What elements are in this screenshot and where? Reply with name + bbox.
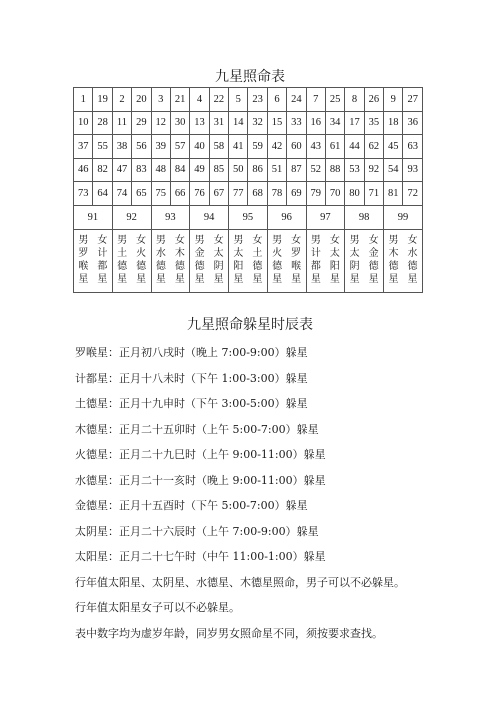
age-cell: 12	[151, 111, 170, 135]
age-cell: 60	[287, 135, 306, 159]
age-cell: 8	[345, 88, 364, 112]
star-char: 星	[272, 273, 283, 285]
age-cell: 85	[209, 158, 228, 182]
age-cell: 56	[132, 135, 151, 159]
age-cell: 92	[364, 158, 383, 182]
age-cell: 50	[229, 158, 248, 182]
star-char: 星	[136, 273, 147, 285]
male-star-label	[233, 234, 243, 286]
age-cell: 80	[345, 182, 364, 206]
age-cell: 58	[209, 135, 228, 159]
age-header-cell: 95	[229, 205, 268, 229]
star-char: 女	[368, 234, 379, 246]
age-cell: 47	[112, 158, 131, 182]
star-char: 男	[117, 234, 128, 246]
age-cell: 86	[248, 158, 267, 182]
star-char: 德	[252, 260, 263, 272]
age-cell: 55	[93, 135, 112, 159]
age-cell: 66	[170, 182, 189, 206]
star-char: 太	[329, 247, 340, 259]
star-char: 阴	[349, 260, 360, 272]
age-cell: 78	[267, 182, 286, 206]
age-cell: 82	[93, 158, 112, 182]
male-star-label	[117, 234, 127, 286]
age-cell: 18	[384, 111, 403, 135]
star-char: 德	[272, 260, 283, 272]
star-cell	[74, 229, 113, 292]
age-cell: 63	[403, 135, 423, 159]
age-cell: 59	[248, 135, 267, 159]
age-cell: 52	[306, 158, 325, 182]
star-char: 太	[349, 247, 360, 259]
star-char: 阳	[329, 260, 340, 272]
age-cell: 27	[403, 88, 423, 112]
star-char: 星	[407, 273, 418, 285]
age-cell: 42	[267, 135, 286, 159]
star-char: 土	[252, 247, 263, 259]
age-cell: 14	[229, 111, 248, 135]
age-cell: 61	[325, 135, 344, 159]
star-char: 德	[388, 260, 399, 272]
schedule-title: 九星照命躲星时辰表	[187, 317, 313, 333]
age-cell: 24	[287, 88, 306, 112]
star-char: 德	[174, 260, 185, 272]
schedule-line: 金德星：正月十五酉时（下午 5:00-7:00）躲星	[75, 499, 308, 512]
age-cell: 21	[170, 88, 189, 112]
schedule-line: 水德星：正月二十一亥时（晚上 9:00-11:00）躲星	[75, 473, 326, 487]
age-header-row	[74, 205, 423, 229]
star-char: 金	[194, 247, 205, 259]
age-cell: 17	[345, 111, 364, 135]
age-cell: 3	[151, 88, 170, 112]
age-cell: 62	[364, 135, 383, 159]
age-cell: 65	[132, 182, 151, 206]
age-cell: 4	[190, 88, 209, 112]
age-cell: 39	[151, 135, 170, 159]
table-title: 九星照命表	[215, 69, 285, 85]
star-cell	[151, 229, 190, 292]
age-cell: 87	[287, 158, 306, 182]
star-char: 女	[329, 234, 340, 246]
star-char: 木	[174, 247, 185, 259]
male-star-label	[311, 234, 321, 286]
male-star-label	[389, 234, 399, 286]
age-cell: 75	[151, 182, 170, 206]
age-cell: 34	[325, 111, 344, 135]
star-cell	[384, 229, 423, 292]
age-cell: 53	[345, 158, 364, 182]
star-char: 星	[252, 273, 263, 285]
star-char: 星	[329, 273, 340, 285]
star-char: 星	[310, 273, 321, 285]
age-cell: 23	[248, 88, 267, 112]
age-cell: 79	[306, 182, 325, 206]
female-star-label	[214, 234, 224, 286]
age-cell: 45	[384, 135, 403, 159]
age-number-row	[74, 135, 423, 159]
star-cell	[267, 229, 306, 292]
star-cell	[345, 229, 384, 292]
schedule-line: 行年值太阳星、太阴星、水德星、木德星照命，男子可以不必躲星。	[75, 575, 405, 589]
star-char: 女	[407, 234, 418, 246]
age-cell: 44	[345, 135, 364, 159]
star-char: 男	[155, 234, 166, 246]
age-cell: 41	[229, 135, 248, 159]
age-cell: 32	[248, 111, 267, 135]
star-char: 德	[368, 260, 379, 272]
age-cell: 26	[364, 88, 383, 112]
age-cell: 40	[190, 135, 209, 159]
star-char: 喉	[78, 260, 89, 272]
star-char: 星	[194, 273, 205, 285]
star-row	[74, 229, 423, 292]
star-cell	[306, 229, 345, 292]
star-char: 德	[194, 260, 205, 272]
star-char: 男	[233, 234, 244, 246]
age-cell: 93	[403, 158, 423, 182]
star-char: 火	[136, 247, 147, 259]
star-char: 德	[155, 260, 166, 272]
age-cell: 20	[132, 88, 151, 112]
schedule-line: 太阴星：正月二十六辰时（上午 7:00-9:00）躲星	[75, 524, 319, 538]
age-cell: 9	[384, 88, 403, 112]
star-cell	[190, 229, 229, 292]
female-star-label	[252, 234, 262, 286]
age-cell: 11	[112, 111, 131, 135]
star-char: 星	[213, 273, 224, 285]
nine-star-table	[73, 87, 423, 293]
age-cell: 35	[364, 111, 383, 135]
star-char: 木	[388, 247, 399, 259]
star-char: 火	[272, 247, 283, 259]
age-header-cell: 96	[267, 205, 306, 229]
male-star-label	[195, 234, 205, 286]
star-char: 星	[368, 273, 379, 285]
age-header-cell: 94	[190, 205, 229, 229]
schedule-line: 太阳星：正月二十七午时（中午 11:00-1:00）躲星	[75, 550, 326, 563]
age-cell: 28	[93, 111, 112, 135]
star-char: 星	[291, 273, 302, 285]
age-cell: 83	[132, 158, 151, 182]
age-number-row	[74, 88, 423, 112]
star-char: 男	[349, 234, 360, 246]
star-char: 女	[174, 234, 185, 246]
schedule-line: 土德星：正月十九申时（下午 3:00-5:00）躲星	[75, 397, 308, 410]
star-char: 喉	[291, 260, 302, 272]
male-star-label	[78, 234, 88, 286]
age-cell: 67	[209, 182, 228, 206]
schedule-list	[75, 340, 495, 646]
male-star-label	[156, 234, 166, 286]
age-cell: 77	[229, 182, 248, 206]
age-cell: 69	[287, 182, 306, 206]
age-header-cell: 98	[345, 205, 384, 229]
age-cell: 70	[325, 182, 344, 206]
age-cell: 71	[364, 182, 383, 206]
age-cell: 15	[267, 111, 286, 135]
star-char: 星	[155, 273, 166, 285]
age-cell: 68	[248, 182, 267, 206]
age-cell: 25	[325, 88, 344, 112]
star-char: 罗	[78, 247, 89, 259]
age-header-cell: 92	[112, 205, 151, 229]
age-cell: 49	[190, 158, 209, 182]
age-cell: 43	[306, 135, 325, 159]
age-cell: 31	[209, 111, 228, 135]
star-char: 女	[291, 234, 302, 246]
age-cell: 22	[209, 88, 228, 112]
age-number-row	[74, 182, 423, 206]
star-char: 计	[310, 247, 321, 259]
star-char: 女	[136, 234, 147, 246]
age-cell: 88	[325, 158, 344, 182]
age-cell: 48	[151, 158, 170, 182]
age-cell: 30	[170, 111, 189, 135]
age-number-row	[74, 111, 423, 135]
star-char: 计	[97, 247, 108, 259]
star-char: 德	[136, 260, 147, 272]
age-cell: 33	[287, 111, 306, 135]
star-char: 男	[78, 234, 89, 246]
female-star-label	[136, 234, 146, 286]
female-star-label	[408, 234, 418, 286]
age-cell: 13	[190, 111, 209, 135]
star-char: 水	[155, 247, 166, 259]
schedule-line: 罗喉星：正月初八戌时（晚上 7:00-9:00）躲星	[75, 346, 308, 359]
age-cell: 38	[112, 135, 131, 159]
star-cell	[112, 229, 151, 292]
age-cell: 74	[112, 182, 131, 206]
age-cell: 2	[112, 88, 131, 112]
star-char: 星	[117, 273, 128, 285]
schedule-line: 火德星：正月二十九巳时（上午 9:00-11:00）躲星	[75, 448, 326, 461]
star-char: 女	[213, 234, 224, 246]
age-cell: 73	[74, 182, 93, 206]
age-cell: 84	[170, 158, 189, 182]
male-star-label	[350, 234, 360, 286]
star-char: 男	[310, 234, 321, 246]
star-char: 男	[388, 234, 399, 246]
age-cell: 1	[74, 88, 93, 112]
age-header-cell: 99	[384, 205, 423, 229]
star-char: 都	[310, 260, 321, 272]
star-char: 星	[233, 273, 244, 285]
age-cell: 46	[74, 158, 93, 182]
star-char: 阴	[213, 260, 224, 272]
age-cell: 6	[267, 88, 286, 112]
star-char: 太	[213, 247, 224, 259]
age-header-cell: 91	[74, 205, 113, 229]
age-cell: 57	[170, 135, 189, 159]
age-cell: 19	[93, 88, 112, 112]
age-cell: 36	[403, 111, 423, 135]
age-header-cell: 97	[306, 205, 345, 229]
male-star-label	[272, 234, 282, 286]
star-char: 阳	[233, 260, 244, 272]
age-cell: 64	[93, 182, 112, 206]
star-char: 女	[97, 234, 108, 246]
age-cell: 10	[74, 111, 93, 135]
schedule-line: 行年值太阳星女子可以不必躲星。	[75, 601, 240, 614]
female-star-label	[97, 234, 107, 286]
female-star-label	[291, 234, 301, 286]
star-char: 德	[117, 260, 128, 272]
star-char: 男	[272, 234, 283, 246]
age-cell: 29	[132, 111, 151, 135]
star-char: 罗	[291, 247, 302, 259]
star-char: 水	[407, 247, 418, 259]
age-cell: 37	[74, 135, 93, 159]
star-char: 太	[233, 247, 244, 259]
star-char: 星	[388, 273, 399, 285]
schedule-line: 表中数字均为虚岁年龄，同岁男女照命星不同，须按要求查找。	[75, 626, 383, 640]
age-header-cell: 93	[151, 205, 190, 229]
schedule-line: 计都星：正月十八未时（下午 1:00-3:00）躲星	[75, 371, 308, 385]
age-cell: 54	[384, 158, 403, 182]
star-char: 都	[97, 260, 108, 272]
age-cell: 72	[403, 182, 423, 206]
female-star-label	[175, 234, 185, 286]
star-char: 金	[368, 247, 379, 259]
star-char: 土	[117, 247, 128, 259]
age-cell: 5	[229, 88, 248, 112]
age-cell: 76	[190, 182, 209, 206]
star-char: 女	[252, 234, 263, 246]
age-cell: 51	[267, 158, 286, 182]
age-number-row	[74, 158, 423, 182]
age-cell: 81	[384, 182, 403, 206]
female-star-label	[330, 234, 340, 286]
age-cell: 16	[306, 111, 325, 135]
star-char: 男	[194, 234, 205, 246]
star-char: 星	[78, 273, 89, 285]
star-char: 德	[407, 260, 418, 272]
age-cell: 7	[306, 88, 325, 112]
star-char: 星	[97, 273, 108, 285]
star-cell	[229, 229, 268, 292]
female-star-label	[369, 234, 379, 286]
star-char: 星	[349, 273, 360, 285]
star-char: 星	[174, 273, 185, 285]
schedule-line: 木德星：正月二十五卯时（上午 5:00-7:00）躲星	[75, 422, 319, 436]
